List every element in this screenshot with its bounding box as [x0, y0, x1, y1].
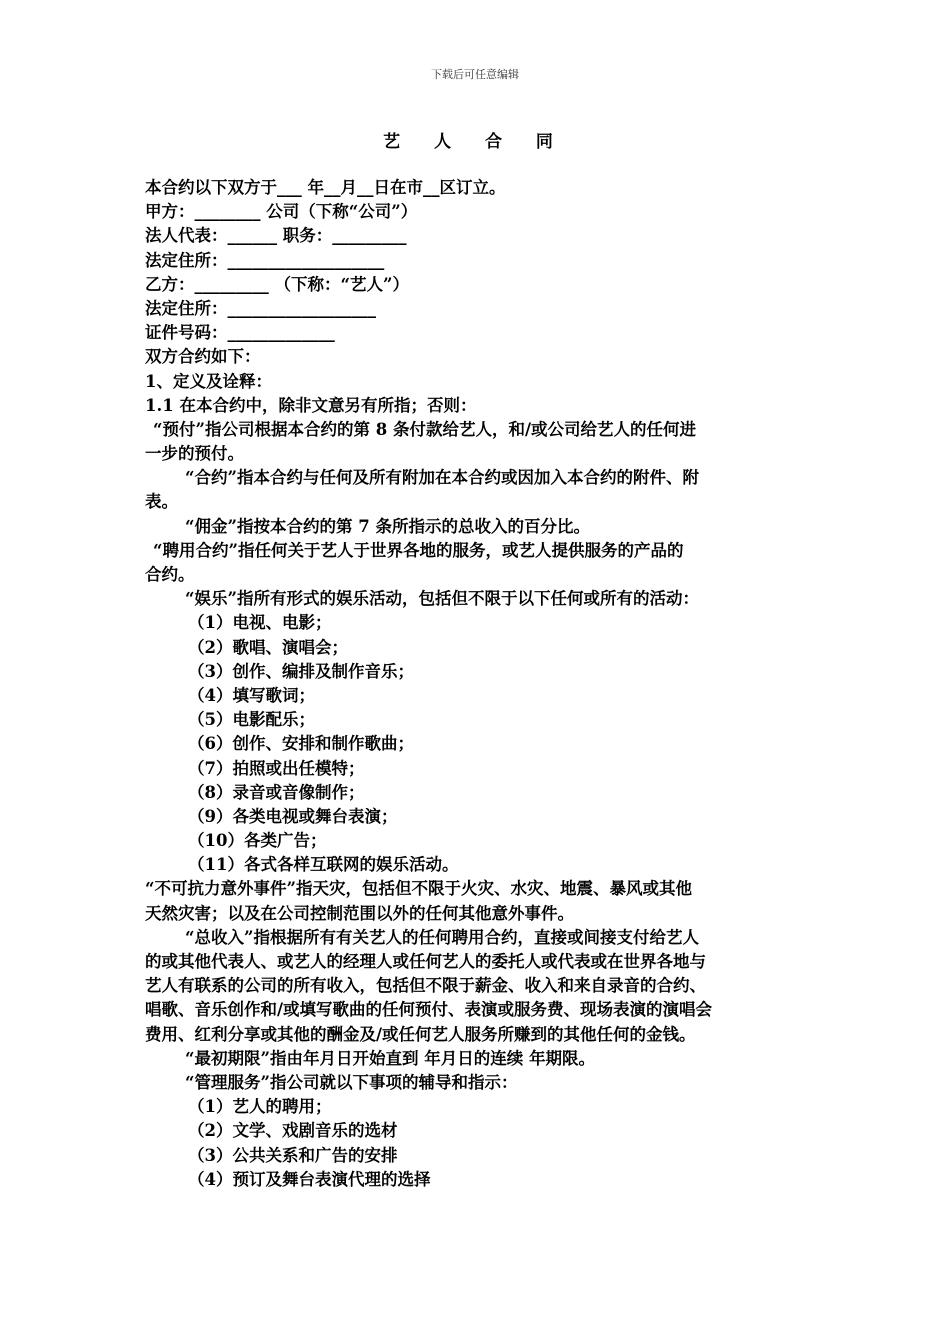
definition-force-majeure-cont: 天然灾害；以及在公司控制范围以外的任何其他意外事件。	[145, 903, 574, 923]
list-item: （8）录音或音像制作；	[188, 782, 365, 802]
list-item: （3）创作、编排及制作音乐；	[188, 661, 414, 681]
definition-advance-cont: 一步的预付。	[145, 444, 244, 464]
clause-1-1: 1.1 在本合约中，除非文意另有所指；否则：	[145, 395, 477, 415]
definition-gross-income: “总收入”指根据所有有关艺人的任何聘用合约，直接或间接支付给艺人	[185, 927, 699, 947]
definition-entertainment: “娱乐”指所有形式的娱乐活动，包括但不限于以下任何或所有的活动：	[185, 589, 699, 609]
list-item: （10）各类广告；	[188, 831, 327, 851]
list-item: （7）拍照或出任模特；	[188, 758, 365, 778]
definition-advance: “预付”指公司根据本合约的第 8 条付款给艺人，和/或公司给艺人的任何进	[153, 419, 696, 439]
definition-force-majeure: “不可抗力意外事件”指天灾，包括但不限于火灾、水灾、地震、暴风或其他	[145, 879, 692, 899]
definition-engagement: “聘用合约”指任何关于艺人于世界各地的服务，或艺人提供服务的产品的	[153, 540, 684, 560]
party-a-line: 甲方：________ 公司（下称“公司”）	[145, 202, 418, 222]
definition-engagement-cont: 合约。	[145, 565, 195, 584]
party-b-address-line: 法定住所：__________________	[145, 298, 376, 318]
list-item: （11）各式各样互联网的娱乐活动。	[188, 855, 459, 875]
id-number-line: 证件号码：_____________	[145, 323, 335, 343]
party-b-line: 乙方：_________ （下称：“艺人”）	[145, 274, 409, 294]
definition-gross-income-cont: 艺人有联系的公司的所有收入，包括但不限于薪金、收入和来自录音的合约、	[145, 976, 706, 996]
list-item: （9）各类电视或舞台表演；	[188, 806, 398, 826]
contract-body	[145, 176, 815, 1192]
list-item: （5）电影配乐；	[188, 710, 315, 730]
definition-gross-income-cont: 唱歌、音乐创作和/或填写歌曲的任何预付、表演或服务费、现场表演的演唱会	[145, 1000, 713, 1020]
legal-rep-line: 法人代表：______ 职务：_________	[145, 226, 407, 246]
page-header: 下载后可任意编辑	[431, 68, 519, 81]
definition-gross-income-cont: 的或其他代表人、或艺人的经理人或任何艺人的委托人或代表或在世界各地与	[145, 952, 706, 971]
list-item: （2）歌唱、演唱会；	[188, 637, 348, 657]
list-item: （4）预订及舞台表演代理的选择	[188, 1169, 431, 1189]
list-item: （2）文学、戏剧音乐的选材	[188, 1121, 398, 1141]
definition-commission: “佣金”指按本合约的第 7 条所指示的总收入的百分比。	[185, 516, 590, 536]
document-title: 艺 人 合 同	[383, 132, 567, 152]
list-item: （3）公共关系和广告的安排	[188, 1145, 398, 1165]
definition-gross-income-cont: 费用、红利分享或其他的酬金及/或任何艺人服务所赚到的其他任何的金钱。	[145, 1024, 696, 1044]
list-item: （1）艺人的聘用；	[188, 1097, 332, 1117]
list-item: （6）创作、安排和制作歌曲；	[188, 734, 414, 754]
contract-date-line: 本合约以下双方于___ 年__月__日在市__区订立。	[145, 178, 506, 197]
definition-contract-cont: 表。	[145, 492, 178, 512]
section-heading: 1、定义及诠释：	[145, 371, 272, 391]
list-item: （1）电视、电影；	[188, 613, 332, 633]
agreement-intro: 双方合约如下：	[145, 347, 261, 367]
definition-initial-term: “最初期限”指由年月日开始直到 年月日的连续 年期限。	[185, 1048, 595, 1068]
list-item: （4）填写歌词；	[188, 685, 315, 705]
definition-management-services: “管理服务”指公司就以下事项的辅导和指示：	[185, 1072, 518, 1092]
party-a-address-line: 法定住所：___________________	[145, 250, 385, 270]
definition-contract: “合约”指本合约与任何及所有附加在本合约或因加入本合约的附件、附	[185, 468, 699, 488]
